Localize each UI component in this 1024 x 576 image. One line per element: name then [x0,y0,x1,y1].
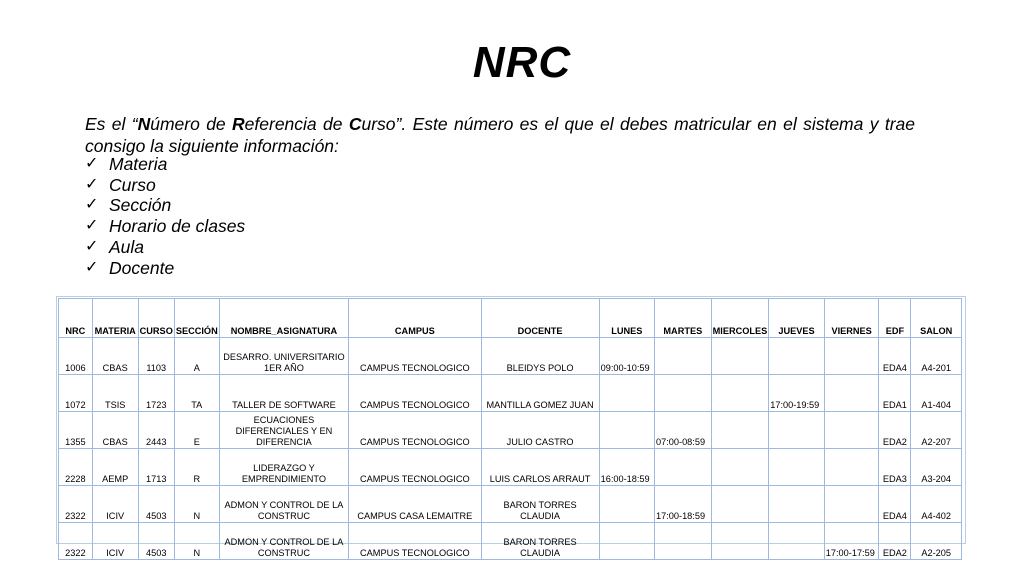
cell-materia: ICIV [92,486,138,523]
cell-salon: A3-204 [911,449,962,486]
intro-bold-c: C [348,114,362,134]
cell-campus: CAMPUS TECNOLOGICO [349,412,481,449]
cell-nombre-asignatura: DESARRO. UNIVERSITARIO 1ER AÑO [219,338,348,375]
checklist-item [85,154,245,175]
cell-edf: EDA4 [879,486,911,523]
intro-bold-n: N [137,114,151,134]
cell-materia: AEMP [92,449,138,486]
cell-martes [655,338,712,375]
cell-campus: CAMPUS TECNOLOGICO [349,449,481,486]
cell-edf: EDA2 [879,523,911,560]
cell-miercoles [711,412,769,449]
cell-materia: TSIS [92,375,138,412]
cell-lunes: 16:00-18:59 [599,449,654,486]
header-miercoles: MIERCOLES [711,299,769,338]
cell-docente: LUIS CARLOS ARRAUT [481,449,599,486]
cell-campus: CAMPUS CASA LEMAITRE [349,486,481,523]
header-viernes: VIERNES [824,299,879,338]
cell-edf: EDA2 [879,412,911,449]
cell-viernes: 17:00-17:59 [824,523,879,560]
table-row [59,523,962,560]
table-row [59,338,962,375]
cell-viernes [824,412,879,449]
intro-text-4: urso”. Este número es el que el debes matricular en el sistema y trae consigo la siguiente información: [85,114,915,156]
cell-lunes [599,523,654,560]
table-header-row [59,299,962,338]
cell-curso: 4503 [138,523,174,560]
checkmark-icon: ✓ [85,196,99,214]
cell-nombre-asignatura: LIDERAZGO Y EMPRENDIMIENTO [219,449,348,486]
cell-jueves [769,523,825,560]
checklist-item [85,216,245,237]
intro-text-1: Es el “ [85,114,138,134]
cell-seccion: R [174,449,219,486]
checkmark-icon: ✓ [85,237,99,255]
intro-text-3: eferencia de [244,114,349,134]
intro-paragraph [85,113,915,157]
cell-jueves [769,338,825,375]
cell-docente: JULIO CASTRO [481,412,599,449]
header-salon: SALON [911,299,962,338]
cell-miercoles [711,486,769,523]
cell-lunes [599,486,654,523]
info-checklist [85,154,245,278]
cell-viernes [824,375,879,412]
cell-curso: 1723 [138,375,174,412]
checkmark-icon: ✓ [85,155,99,172]
cell-salon: A4-201 [911,338,962,375]
cell-viernes [824,486,879,523]
cell-seccion: A [174,338,219,375]
cell-nrc: 2322 [59,523,93,560]
intro-bold-r: R [232,114,245,134]
cell-martes [655,449,712,486]
cell-nrc: 1006 [59,338,93,375]
checklist-item-label: Curso [109,174,156,195]
intro-text-2: úmero de [150,114,233,134]
checklist-item [85,195,245,216]
cell-miercoles [711,338,769,375]
cell-viernes [824,449,879,486]
cell-salon: A2-207 [911,412,962,449]
cell-edf: EDA4 [879,338,911,375]
cell-seccion: N [174,486,219,523]
cell-campus: CAMPUS TECNOLOGICO [349,523,481,560]
cell-viernes [824,338,879,375]
cell-lunes [599,412,654,449]
cell-salon: A4-402 [911,486,962,523]
cell-curso: 2443 [138,412,174,449]
header-campus: CAMPUS [349,299,481,338]
header-jueves: JUEVES [769,299,825,338]
cell-docente: MANTILLA GOMEZ JUAN [481,375,599,412]
cell-nombre-asignatura: TALLER DE SOFTWARE [219,375,348,412]
cell-seccion: E [174,412,219,449]
nrc-table [58,298,962,560]
checkmark-icon: ✓ [85,258,99,276]
cell-jueves: 17:00-19:59 [769,375,825,412]
checklist-item-label: Docente [109,257,175,278]
header-edf: EDF [879,299,911,338]
cell-jueves [769,412,825,449]
cell-martes [655,523,712,560]
cell-miercoles [711,523,769,560]
cell-curso: 4503 [138,486,174,523]
header-curso: CURSO [138,299,174,338]
cell-miercoles [711,449,769,486]
header-seccion: SECCIÓN [174,299,219,338]
header-martes: MARTES [655,299,712,338]
cell-martes: 17:00-18:59 [655,486,712,523]
cell-nrc: 1072 [59,375,93,412]
cell-lunes: 09:00-10:59 [599,338,654,375]
cell-docente: BLEIDYS POLO [481,338,599,375]
header-materia: MATERIA [92,299,138,338]
cell-nombre-asignatura: ECUACIONES DIFERENCIALES Y EN DIFERENCIA [219,412,348,449]
cell-docente: BARON TORRES CLAUDIA [481,523,599,560]
cell-edf: EDA1 [879,375,911,412]
cell-campus: CAMPUS TECNOLOGICO [349,338,481,375]
cell-edf: EDA3 [879,449,911,486]
table-row [59,449,962,486]
page-title: NRC [472,38,572,87]
cell-seccion: TA [174,375,219,412]
cell-lunes [599,375,654,412]
table-row [59,375,962,412]
cell-materia: CBAS [92,338,138,375]
header-nombre-asignatura: NOMBRE_ASIGNATURA [219,299,348,338]
header-docente: DOCENTE [481,299,599,338]
cell-nrc: 2322 [59,486,93,523]
checkmark-icon: ✓ [85,217,99,235]
cell-nombre-asignatura: ADMON Y CONTROL DE LA CONSTRUC [219,486,348,523]
table-row [59,486,962,523]
cell-materia: CBAS [92,412,138,449]
cell-nrc: 1355 [59,412,93,449]
cell-seccion: N [174,523,219,560]
header-nrc: NRC [59,299,93,338]
cell-nombre-asignatura: ADMON Y CONTROL DE LA CONSTRUC [219,523,348,560]
cell-campus: CAMPUS TECNOLOGICO [349,375,481,412]
cell-materia: ICIV [92,523,138,560]
checklist-item-label: Aula [109,236,145,257]
table-row [59,412,962,449]
cell-salon: A1-404 [911,375,962,412]
cell-martes [655,375,712,412]
checklist-item [85,237,245,258]
cell-miercoles [711,375,769,412]
cell-jueves [769,449,825,486]
checklist-item-label: Sección [109,195,172,216]
header-lunes: LUNES [599,299,654,338]
checklist-item-label: Horario de clases [109,216,246,237]
checklist-item [85,175,245,196]
cell-curso: 1713 [138,449,174,486]
checkmark-icon: ✓ [85,175,99,193]
cell-martes: 07:00-08:59 [655,412,712,449]
checklist-item [85,258,245,279]
cell-salon: A2-205 [911,523,962,560]
cell-docente: BARON TORRES CLAUDIA [481,486,599,523]
cell-curso: 1103 [138,338,174,375]
cell-jueves [769,486,825,523]
cell-nrc: 2228 [59,449,93,486]
checklist-item-label: Materia [109,154,168,174]
